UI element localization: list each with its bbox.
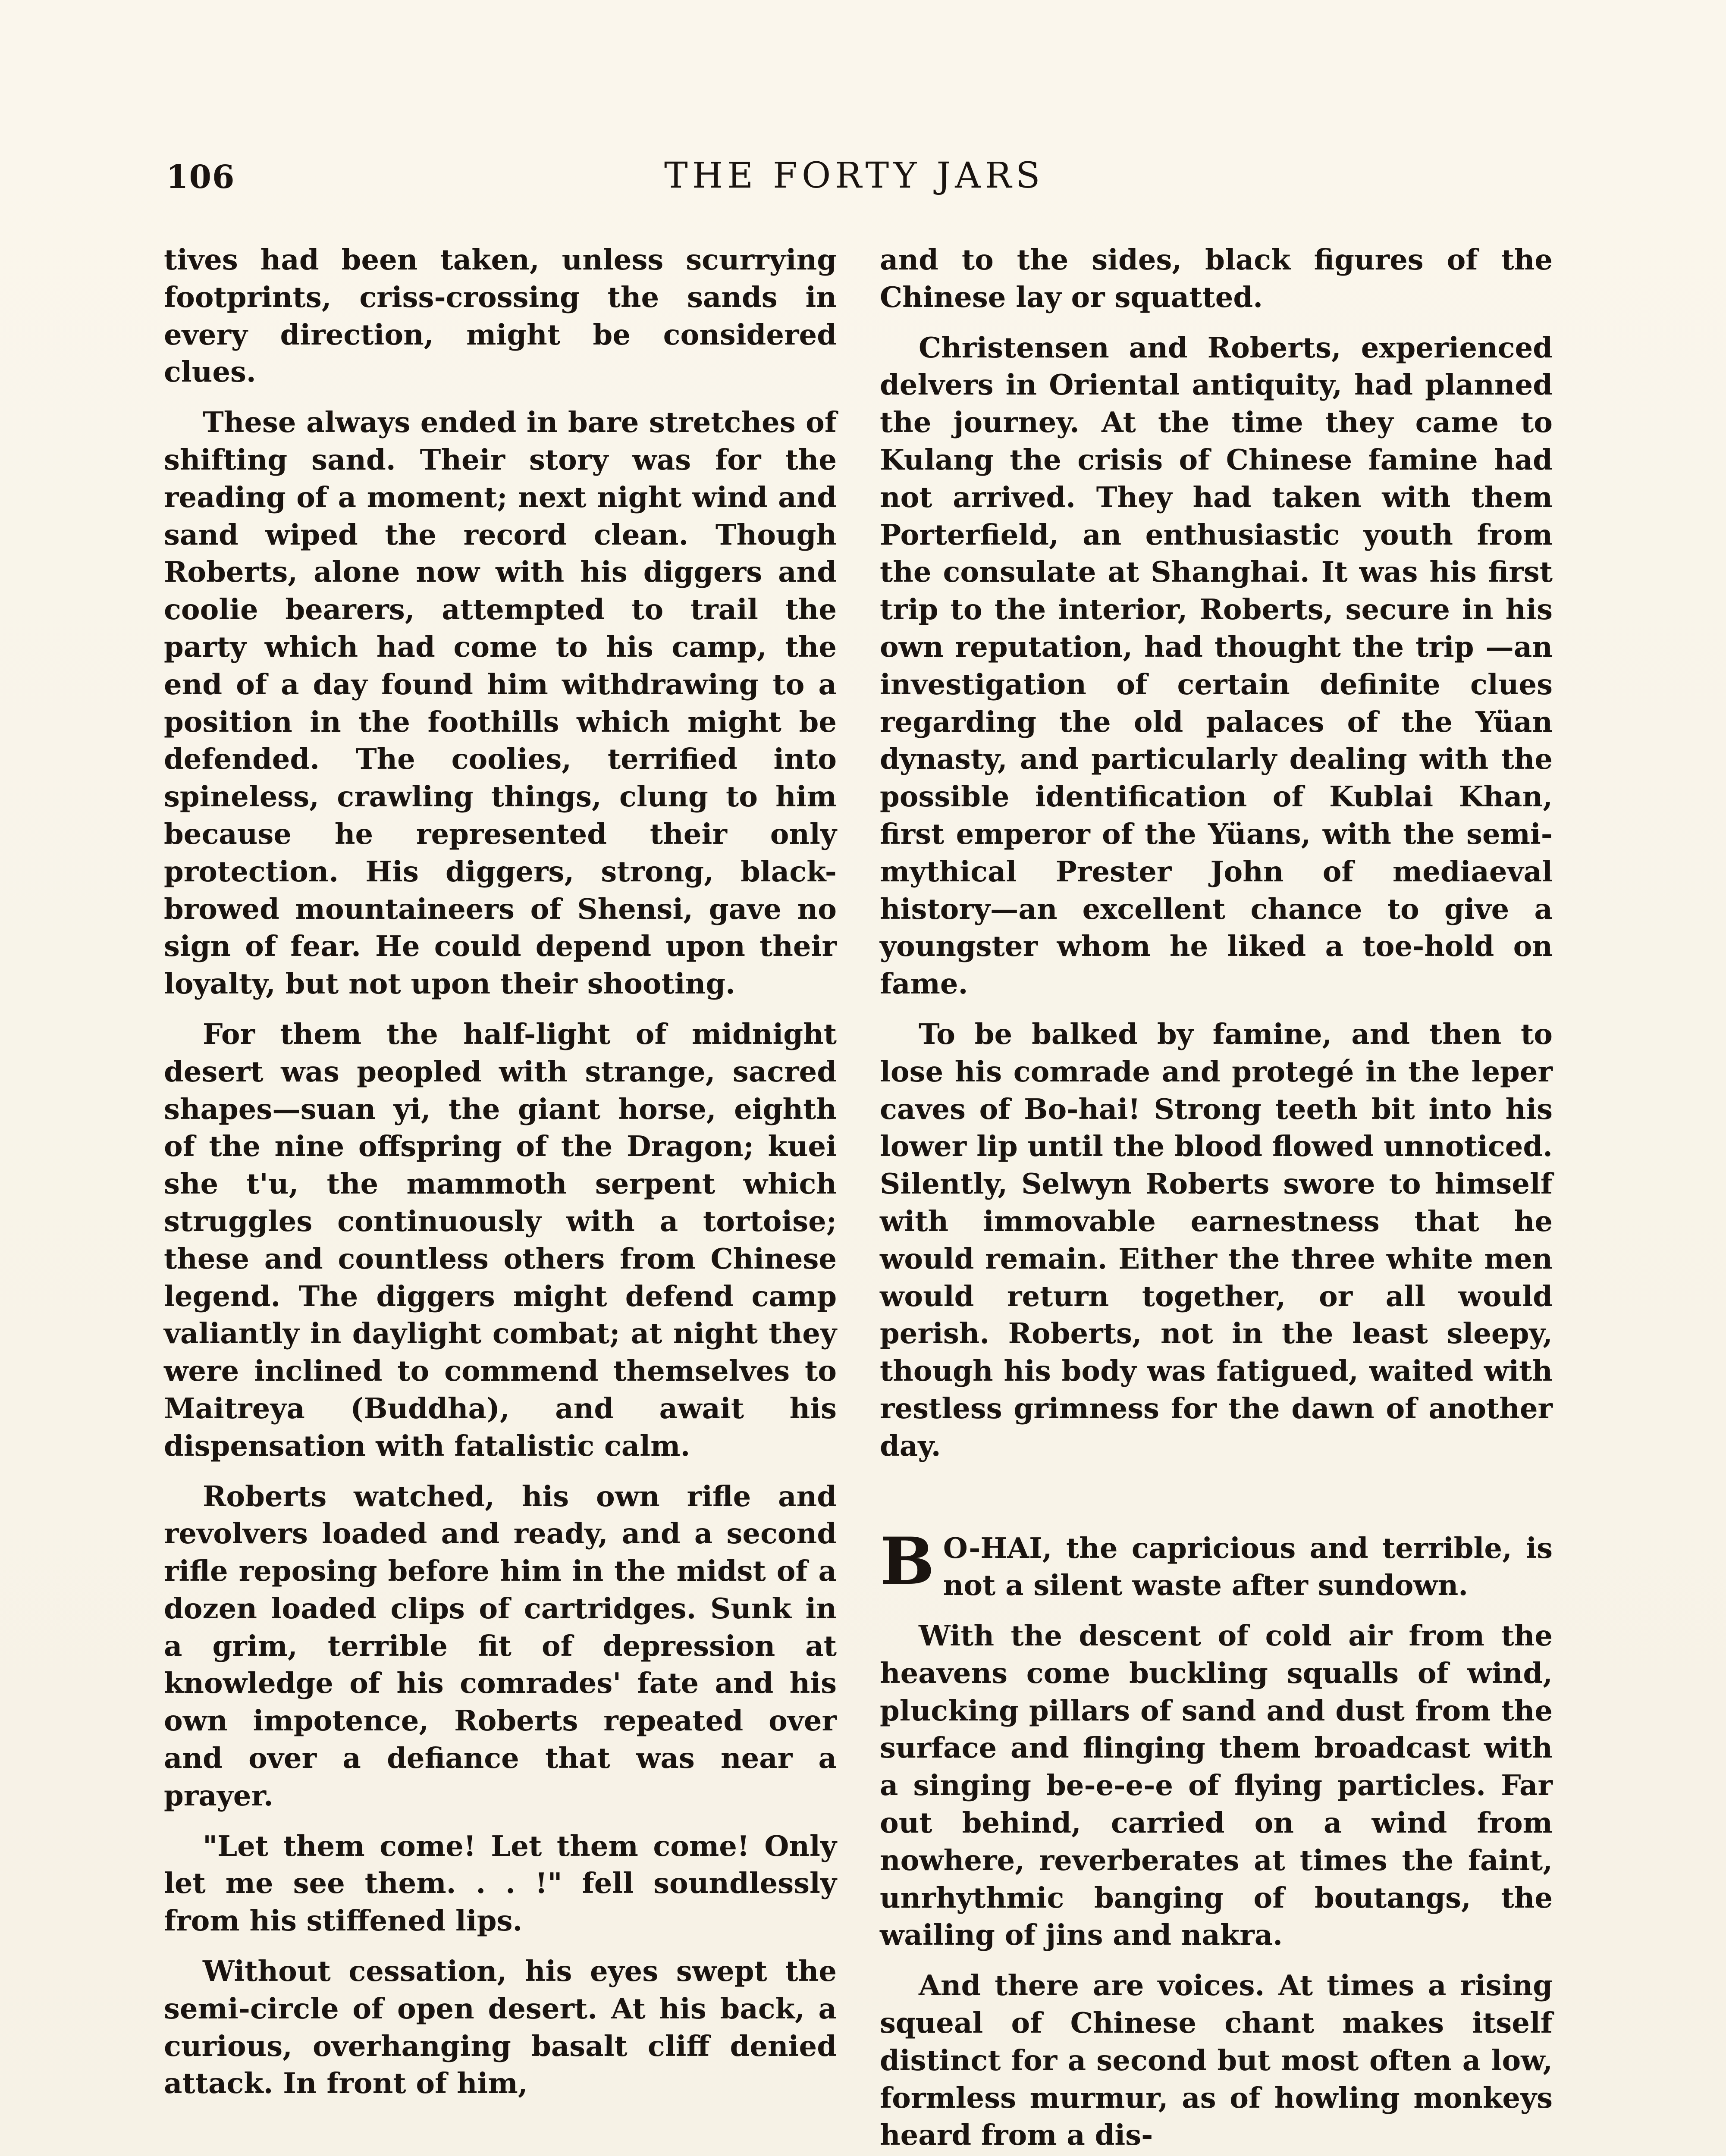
left-column <box>164 241 837 2115</box>
paragraph: "Let them come! Let them come! Only let me see them. . . !" fell soundlessly from his stiffened lips. <box>164 1829 837 1938</box>
paragraph: Without cessation, his eyes swept the semi-circle of open desert. At his back, a curious, overhanging basalt cliff denied attack. In front of him, <box>164 1955 837 2100</box>
paragraph: Christensen and Roberts, experienced delvers in Oriental antiquity, had planned the journey. At the time they came to Kulang the crisis of Chinese famine had not arrived. They had taken with them Porterfield, an enthusiastic youth from the consulate at Shanghai. It was his first trip to the interior, Roberts, secure in his own reputation, had thought the trip —an investigation of certain definite clues regarding the old palaces of the Yüan dynasty, and particularly dealing with the possible identification of Kublai Khan, first emperor of the Yüans, with the semi-mythical Prester John of mediaeval history—an excellent chance to give a youngster whom he liked a toe-hold on fame. <box>880 331 1553 1001</box>
section-opening-paragraph <box>880 1523 1553 1605</box>
paragraph: With the descent of cold air from the heavens come buckling squalls of wind, plucking pillars of sand and dust from the surface and flinging them broadcast with a singing be-e-e-e of flying particles. Far out behind, carried on a wind from nowhere, reverberates at times the faint, unrhythmic banging of boutangs, the wailing of jins and nakra. <box>880 1619 1553 1952</box>
paragraph: And there are voices. At times a rising squeal of Chinese chant makes itself distinct for a second but most often a low, formless murmur, as of howling monkeys heard from a dis- <box>880 1969 1553 2152</box>
paragraph: Roberts watched, his own rifle and revolvers loaded and ready, and a second rifle reposing before him in the midst of a dozen loaded clips of cartridges. Sunk in a grim, terrible fit of depression at knowledge of his comrades' fate and his own impotence, Roberts repeated over and over a defiance that was near a prayer. <box>164 1479 837 1812</box>
drop-cap: B <box>880 1523 935 1599</box>
paragraph-text: O-HAI, the capricious and terrible, is not a silent waste after sundown. <box>943 1531 1553 1602</box>
paragraph: For them the half-light of midnight desert was peopled with strange, sacred shapes—suan yi, the giant horse, eighth of the nine offspring of the Dragon; kuei she t'u, the mammoth serpent which struggles continuously with a tortoise; these and countless others from Chinese legend. The diggers might defend camp valiantly in daylight combat; at night they were inclined to commend themselves to Maitreya (Buddha), and await his dispensation with fatalistic calm. <box>164 1017 837 1463</box>
running-title: THE FORTY JARS <box>664 155 1045 196</box>
paragraph: To be balked by famine, and then to lose his comrade and protegé in the leper caves of Bo-hai! Strong teeth bit into his lower lip until the blood flowed unnoticed. Silently, Selwyn Roberts swore to himself with immovable earnestness that he would remain. Either the three white men would return together, or all would perish. Roberts, not in the least sleepy, though his body was fatigued, waited with restless grimness for the dawn of another day. <box>880 1017 1553 1463</box>
right-column <box>880 241 1553 2156</box>
paragraph: and to the sides, black figures of the Chinese lay or squatted. <box>880 243 1553 314</box>
paragraph: These always ended in bare stretches of shifting sand. Their story was for the reading of a moment; next night wind and sand wiped the record clean. Though Roberts, alone now with his diggers and coolie bearers, attempted to trail the party which had come to his camp, the end of a day found him withdrawing to a position in the foothills which might be defended. The coolies, terrified into spineless, crawling things, clung to him because he represented their only protection. His diggers, strong, black-browed mountaineers of Shensi, gave no sign of fear. He could depend upon their loyalty, but not upon their shooting. <box>164 406 837 1001</box>
paragraph: tives had been taken, unless scurrying footprints, criss-crossing the sands in every direction, might be considered clues. <box>164 243 837 389</box>
page-number: 106 <box>166 159 235 196</box>
